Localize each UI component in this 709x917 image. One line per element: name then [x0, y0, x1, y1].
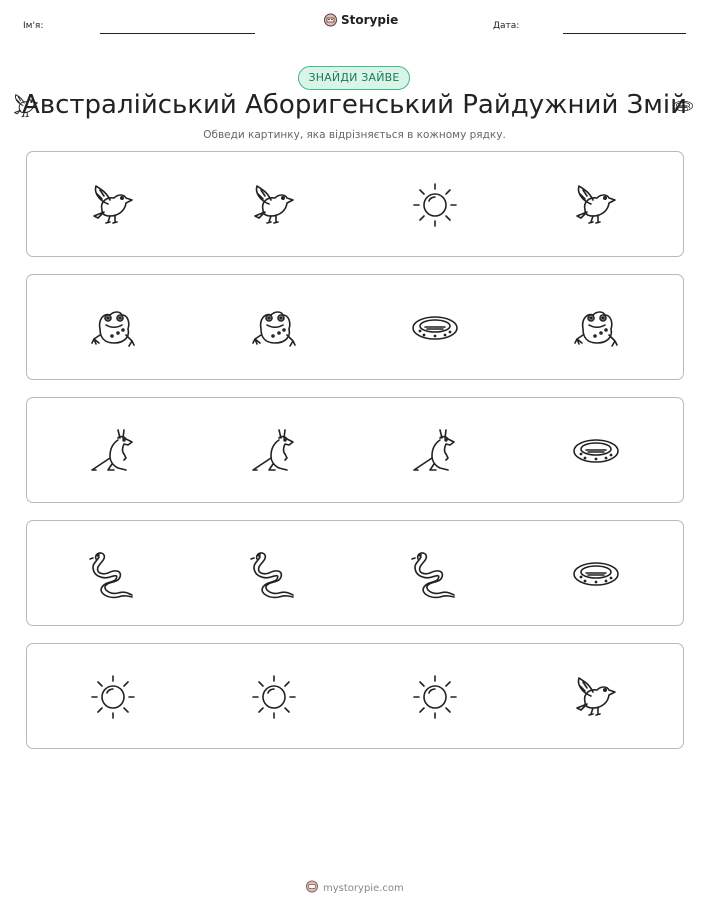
page-title: Австралійський Аборигенський Райдужний Змій — [21, 90, 688, 120]
activity-badge: ЗНАЙДИ ЗАЙВЕ — [298, 66, 410, 90]
snake-icon[interactable] — [88, 549, 138, 599]
footer-url[interactable]: mystorypie.com — [323, 882, 404, 894]
name-label: Ім'я: — [23, 21, 44, 31]
bird-icon[interactable] — [571, 672, 621, 722]
brand — [324, 13, 398, 27]
waterhole-icon[interactable] — [571, 426, 621, 476]
bird-icon[interactable] — [571, 180, 621, 230]
bird-icon[interactable] — [88, 180, 138, 230]
sun-icon[interactable] — [88, 672, 138, 722]
brand-name: Storypie — [341, 13, 399, 27]
date-label: Дата: — [493, 21, 520, 31]
kangaroo-icon[interactable] — [249, 426, 299, 476]
name-field[interactable] — [100, 33, 255, 34]
snake-icon[interactable] — [410, 549, 460, 599]
puzzle-row-5 — [26, 643, 684, 749]
waterhole-icon[interactable] — [410, 303, 460, 353]
waterhole-icon[interactable] — [571, 549, 621, 599]
puzzle-row-2 — [26, 274, 684, 380]
sun-icon[interactable] — [249, 672, 299, 722]
snake-icon[interactable] — [249, 549, 299, 599]
instructions: Обведи картинку, яка відрізняється в кожному рядку. — [203, 129, 506, 141]
date-field[interactable] — [563, 33, 686, 34]
sun-icon[interactable] — [410, 672, 460, 722]
storypie-logo-icon — [306, 880, 318, 896]
bird-icon[interactable] — [249, 180, 299, 230]
kangaroo-icon[interactable] — [410, 426, 460, 476]
puzzle-row-3 — [26, 397, 684, 503]
footer — [306, 880, 404, 896]
frog-icon[interactable] — [571, 303, 621, 353]
kangaroo-icon[interactable] — [88, 426, 138, 476]
frog-icon[interactable] — [249, 303, 299, 353]
puzzle-row-4 — [26, 520, 684, 626]
frog-icon[interactable] — [88, 303, 138, 353]
waterhole-icon — [667, 95, 699, 117]
storypie-logo-icon — [324, 13, 337, 27]
puzzle-row-1 — [26, 151, 684, 257]
sun-icon[interactable] — [410, 180, 460, 230]
